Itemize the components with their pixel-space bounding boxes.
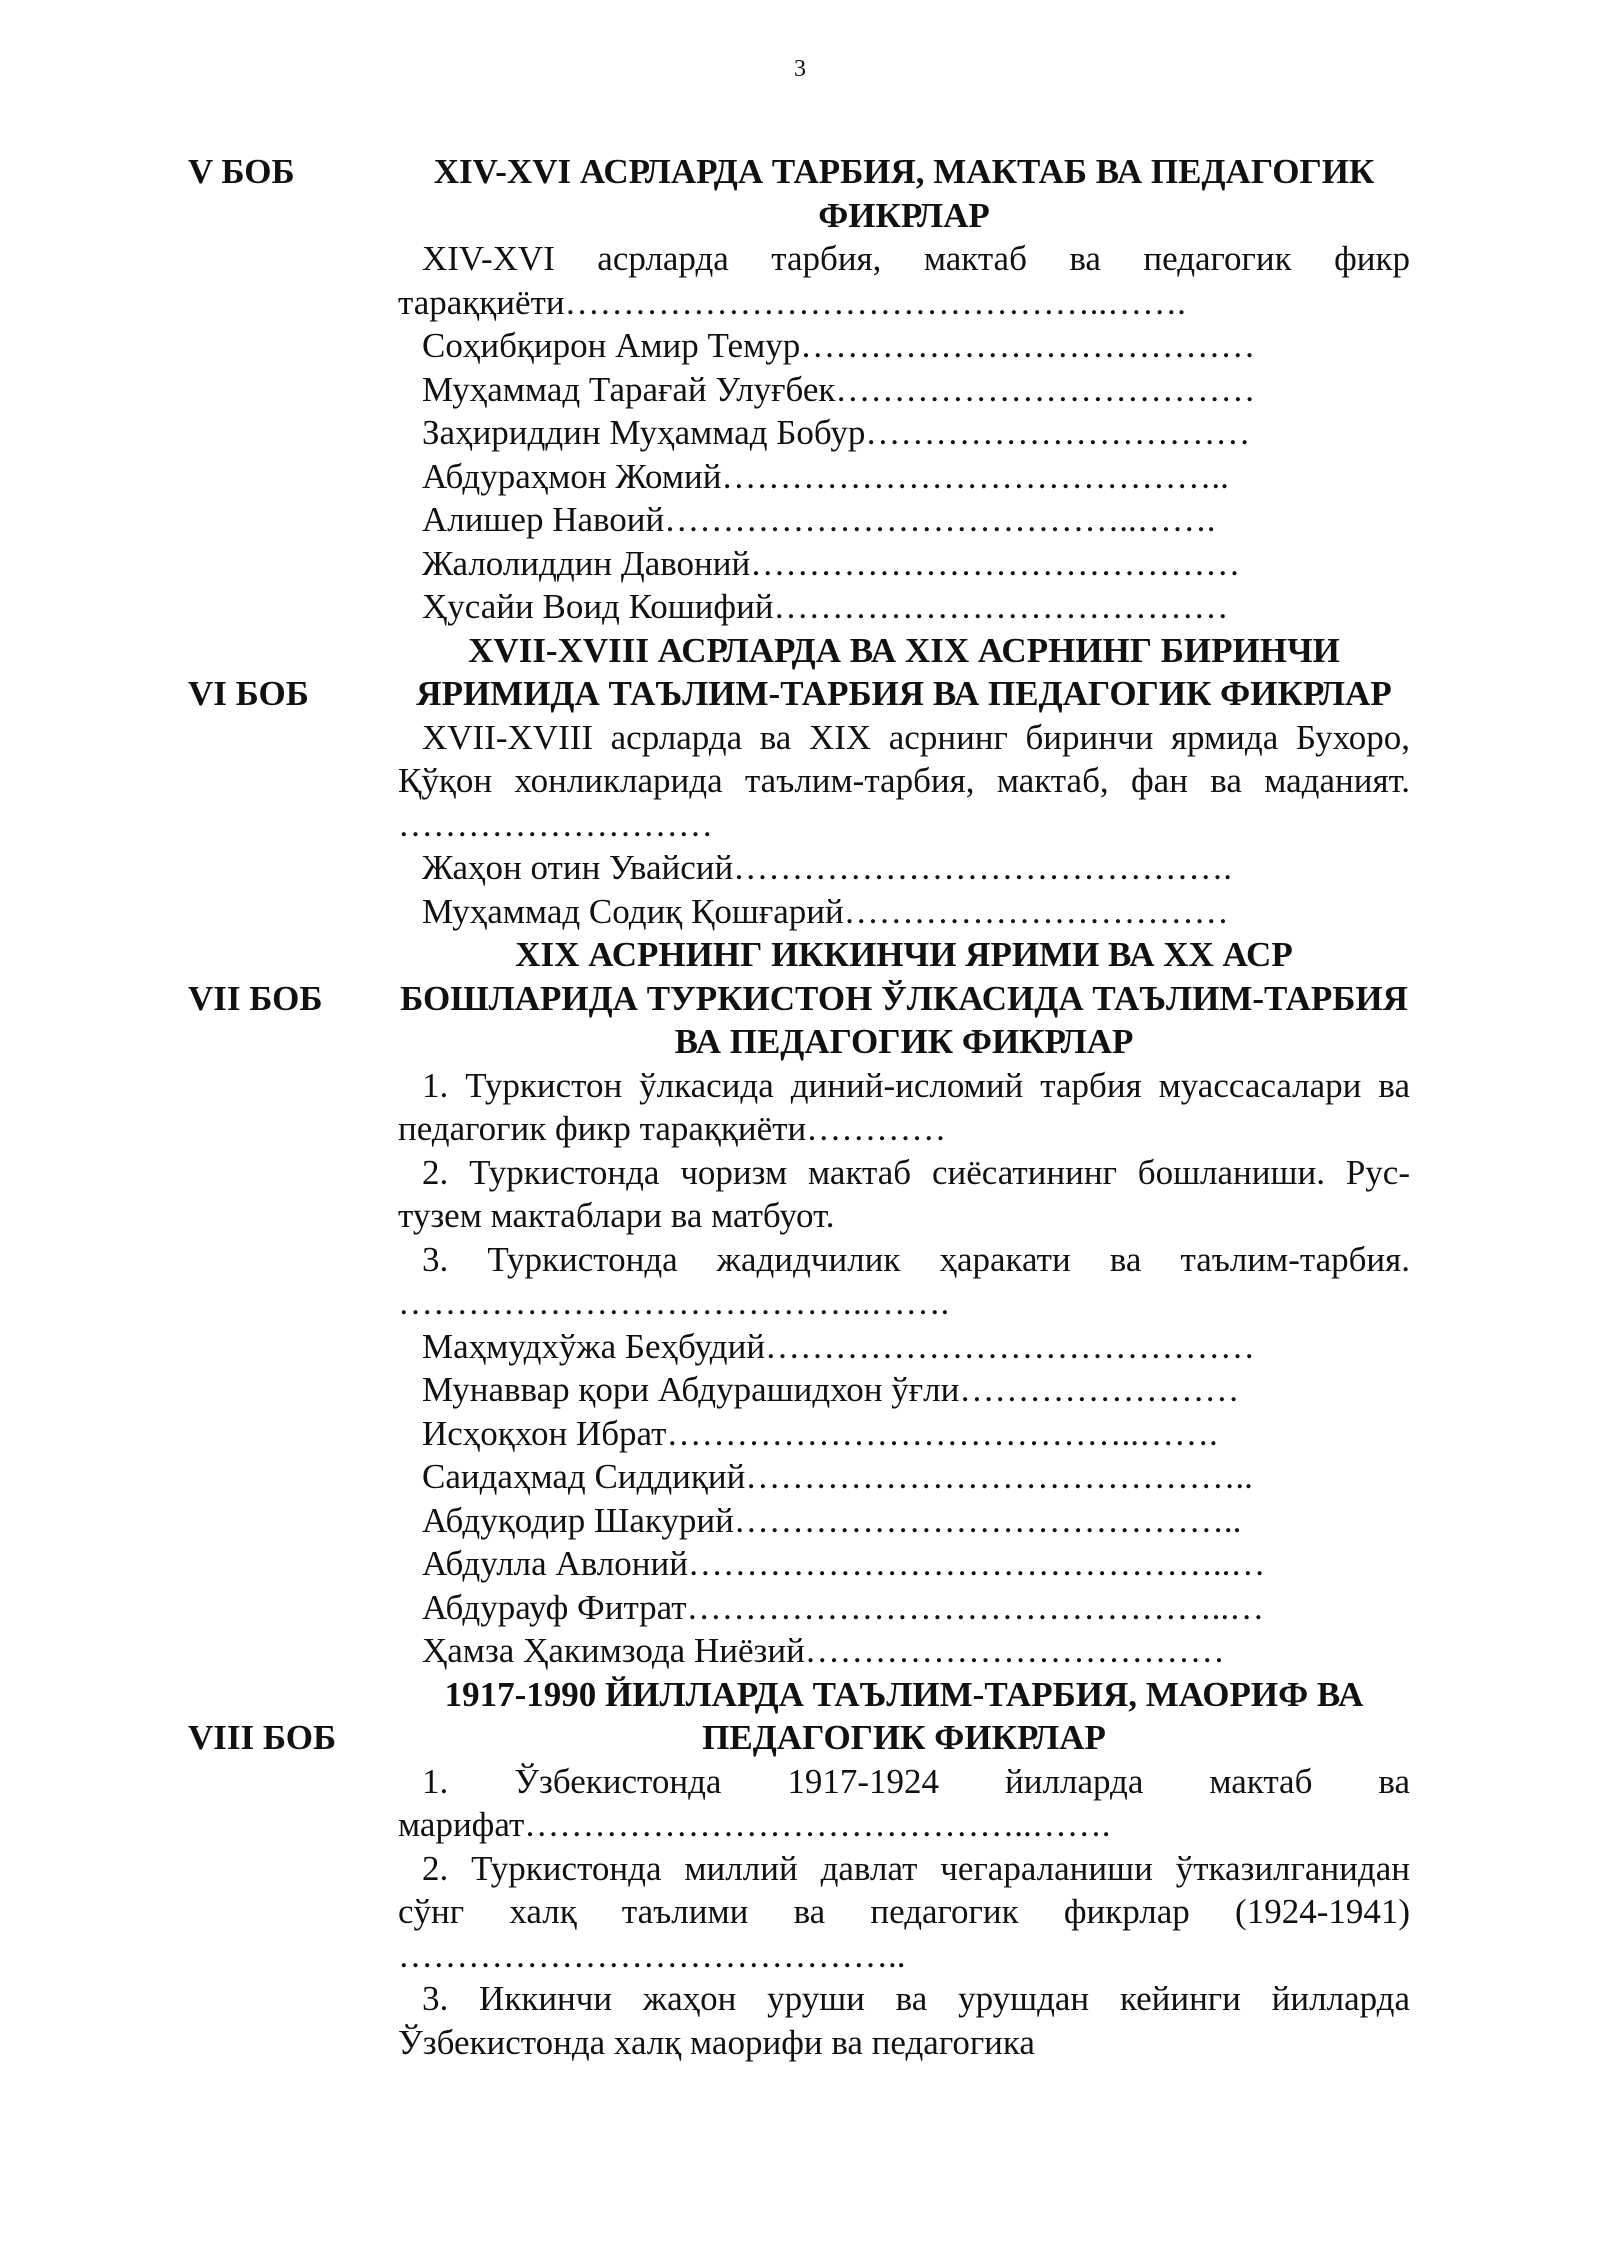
chapter-label: VI БОБ [188,674,309,713]
chapter-entries [398,1064,1410,1673]
toc-entry[interactable]: Маҳмудхўжа Беҳбудий…………………………………… [422,1326,1256,1366]
toc-entry[interactable]: Исҳоқхон Ибрат…………………………………..……. [422,1413,1218,1453]
chapter-label: VIII БОБ [188,1718,337,1757]
toc-entry[interactable]: 2. Туркистонда чоризм мактаб сиёсатининг бошланиши. Рус-тузем мактаблари ва матбуот. [398,1152,1410,1235]
toc-entry[interactable]: Саидаҳмад Сиддиқий…………………………………….. [422,1457,1253,1496]
chapter-vi [188,629,1410,934]
toc-entry[interactable]: Жаҳон отин Увайсий……………………………………. [422,848,1232,887]
chapter-viii [188,1673,1410,2065]
toc-entry[interactable]: Муҳаммад Содиқ Қошғарий…………………………… [422,891,1229,931]
toc-entry[interactable]: Абдуқодир Шакурий…………………………………….. [422,1500,1242,1540]
chapter-title: XVII-XVIII АСРЛАРДА ВА XIX АСРНИНГ БИРИНЧИ ЯРИМИДА ТАЪЛИМ-ТАРБИЯ ВА ПЕДАГОГИК ФИКРЛАР [416,630,1392,713]
toc-entry[interactable]: XVII-XVIII асрларда ва XIX асрнинг биринчи ярмида Бухоро, Қўқон хонликларида таълим-тарбия, мактаб, фан ва маданият. ……………………… [398,717,1410,844]
chapter-entries [398,1760,1410,2065]
toc-entry[interactable]: 3. Туркистонда жадидчилик ҳаракати ва таълим-тарбия. …………………………………..……. [398,1239,1410,1322]
chapter-entries [398,716,1410,934]
toc-entry[interactable]: 1. Туркистон ўлкасида диний-исломий тарбия муассасалари ва педагогик фикр тараққиёти………… [398,1065,1410,1148]
chapter-entries [398,237,1410,629]
chapter-vii [188,933,1410,1673]
chapter-title: XIX АСРНИНГ ИККИНЧИ ЯРИМИ ВА XX АСР БОШЛАРИДА ТУРКИСТОН ЎЛКАСИДА ТАЪЛИМ-ТАРБИЯ ВА ПЕДАГОГИК ФИКРЛАР [400,935,1408,1061]
toc-entry[interactable]: Мунаввар қори Абдурашидхон ўғли…………………… [422,1370,1240,1409]
toc-entry[interactable]: Заҳириддин Муҳаммад Бобур…………………………… [422,413,1251,452]
chapter-title: 1917-1990 ЙИЛЛАРДА ТАЪЛИМ-ТАРБИЯ, МАОРИФ ВА ПЕДАГОГИК ФИКРЛАР [444,1674,1364,1757]
toc-entry[interactable]: Абдулла Авлоний………………………………………..… [422,1544,1266,1583]
toc-entry[interactable]: Абдураҳмон Жомий…………………………………….. [422,456,1229,496]
toc-entry[interactable]: XIV-XVI асрларда тарбия, мактаб ва педагогик фикр тараққиёти………………………………………..……. [398,239,1410,322]
toc-entry[interactable]: Жалолиддин Давоний…………………………………… [422,543,1241,583]
toc-entry[interactable]: Ҳусайи Воид Кошифий………………………………… [422,587,1229,626]
toc-entry[interactable]: 3. Иккинчи жаҳон уруши ва урушдан кейинги йилларда Ўзбекистонда халқ маорифи ва педагогика [398,1979,1410,2062]
chapter-v [188,150,1410,629]
toc-entry[interactable]: Абдурауф Фитрат………………………………………..… [422,1587,1265,1627]
toc-entry[interactable]: 1. Ўзбекистонда 1917-1924 йилларда мактаб ва марифат……………………………………..……. [398,1761,1410,1844]
toc-entry[interactable]: 2. Туркистонда миллий давлат чегараланиши ўтказилганидан сўнг халқ таълими ва педагогик фикрлар (1924-1941) …………………………………….. [398,1848,1410,1975]
toc-entry[interactable]: Соҳибқирон Амир Темур………………………………… [422,326,1256,365]
chapter-label: VII БОБ [188,978,323,1018]
toc-entry[interactable]: Алишер Навоий…………………………………..……. [422,500,1216,539]
chapter-label: V БОБ [188,152,295,191]
toc-entry[interactable]: Ҳамза Ҳакимзода Ниёзий……………………………… [422,1631,1225,1670]
toc-entry[interactable]: Муҳаммад Тарағай Улуғбек……………………………… [422,369,1256,409]
table-of-contents [188,150,1410,2064]
chapter-title: XIV-XVI АСРЛАРДА ТАРБИЯ, МАКТАБ ВА ПЕДАГОГИК ФИКРЛАР [433,152,1375,235]
page-number: 3 [794,56,806,82]
